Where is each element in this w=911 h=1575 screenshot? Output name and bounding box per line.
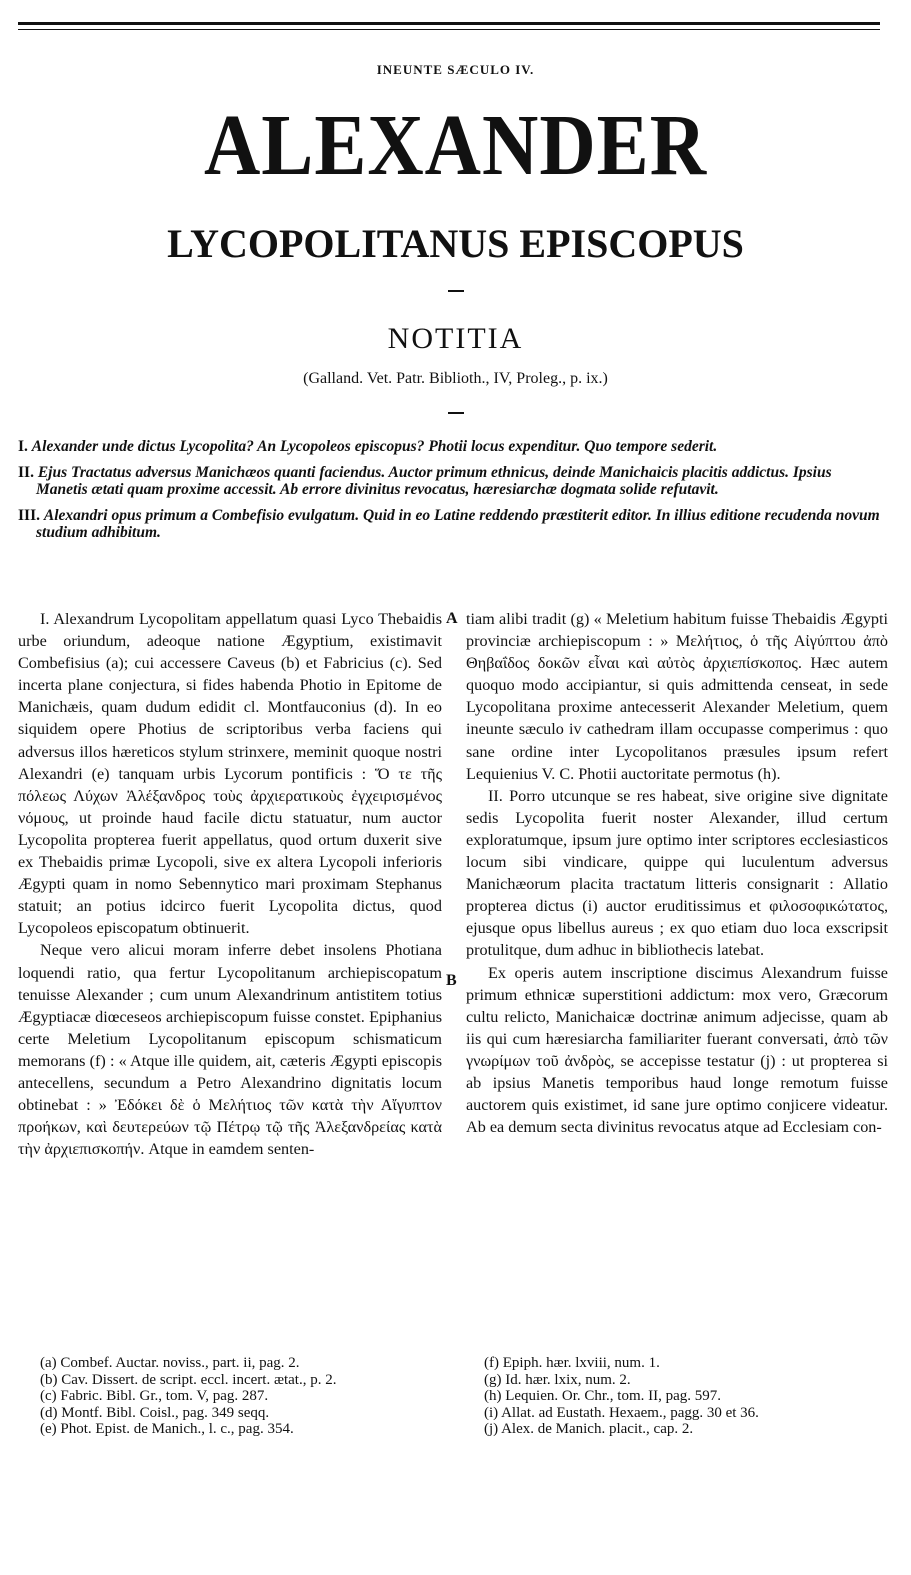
page-title: ALEXANDER [203,95,708,194]
footnotes-left [40,1355,336,1438]
chapter-summary [18,438,886,550]
summary-item: II. Ejus Tractatus adversus Manichæos quanti faciendus. Auctor primum ethnicus, deinde Manichaicis placitis addictus. Ipsius Manetis ætati quam proxime accessit. Ab errore divinitus revocatus, hæresiarchæ dogmata solide refutavit. [18,464,832,498]
divider-dash [448,412,464,414]
divider-dash [448,290,464,292]
section-heading: NOTITIA [387,322,524,355]
source-citation: (Galland. Vet. Patr. Biblioth., IV, Proleg., p. ix.) [303,370,608,387]
footnote: (d) Montf. Bibl. Coisl., pag. 349 seqq. [40,1404,270,1421]
footnote: (b) Cav. Dissert. de script. eccl. incert. ætat., p. 2. [40,1371,337,1388]
footnote: (h) Lequien. Or. Chr., tom. II, pag. 597. [484,1388,722,1405]
margin-marker-a: A [446,610,458,627]
footnotes-right [484,1355,759,1438]
paragraph: Ex operis autem inscriptione discimus Alexandrum fuisse primum ethnicæ superstitioni addictum: mox vero, Græcorum cultu relicto, Manichaicæ doctrinæ animum adjecisse, quam ab iis qui cum hæresiarcha familiariter fuerant conversati, ἀπὸ τῶν γνωρίμων τοῦ ἀνδρὸς, se accepisse testatur (j) : ut propterea si ab ipsius Manetis temporibus haud longe remotum fuisse auctorem quis existimet, id sane jure optimo conjicere videatur. Ab ea demum secta divinitus revocatus atque ad Ecclesiam con- [466,963,888,1137]
paragraph: Neque vero alicui moram inferre debet insolens Photiana loquendi ratio, qua fertur Lycopolitanum archiepiscopatum tenuisse Alexander ; cum unum Alexandrinum antistitem totius Ægyptiacæ diœceseos archiepiscopum fuisse constet. Epiphanius certe Meletium Lycopolitanum episcopum schismaticum memorans (f) : « Atque ille quidem, ait, cæteris Ægypti episcopis antecellens, secundum a Petro Alexandrino dignitatis locum obtinebat : » Ἐδόκει δὲ ὁ Μελήτιος τῶν κατὰ τὴν Αἴγυπτον προήκων, καὶ δευτερεύων τῷ Πέτρῳ τῷ τῆς Ἀλεξανδρείας κατὰ τὴν ἀρχιεπισκοπήν. Atque in eamdem senten- [18,941,442,1159]
body-column-left [18,608,442,1160]
body-column-right [466,608,888,1138]
footnote: (e) Phot. Epist. de Manich., l. c., pag. 354. [40,1421,294,1438]
summary-item: I. Alexander unde dictus Lycopolita? An Lycopoleos episcopus? Photii locus expenditur. Quo tempore sederit. [18,438,718,455]
footnote: (c) Fabric. Bibl. Gr., tom. V, pag. 287. [40,1388,269,1405]
running-head: INEUNTE SÆCULO IV. [376,62,535,77]
paragraph: I. Alexandrum Lycopolitam appellatum quasi Lyco Thebaidis urbe oriundum, adeoque natione Ægyptium, existimavit Combefisius (a); cui accessere Caveus (b) et Fabricius (c). Sed incerta plane conjectura, si fides habenda Photio in Epitome de Manichæis, quam dudum edidit cl. Montfauconius (d). In eo siquidem opere Photius de scriptoribus verba faciens qui adversus illos hæreticos stylum strinxere, meminit quoque nostri Alexandri (e) tanquam urbis Lycorum pontificis : Ὅ τε τῆς πόλεως Λύχων Ἀλέξανδρος τοὺς ἀρχιερατικοὺς ἐγχειρισμένος νόμους, ut proinde haud facile dictu statuatur, num auctor Lycopolita propterea fuerit appellatus, quod ortum duxerit sive ex Thebaidis primæ Lycopoli, sive ex altera Lycopoli inferioris Ægypti quam in nomo Sebennytico mari proximam Stephanus statuit; an potius idcirco fuerit Lycopolita dictus, quod Lycopoleos episcopatum obtinuerit. [18,610,442,938]
footnote: (i) Allat. ad Eustath. Hexaem., pagg. 30 et 36. [484,1404,759,1421]
footnote: (f) Epiph. hær. lxviii, num. 1. [484,1355,660,1371]
footnote: (a) Combef. Auctar. noviss., part. ii, pag. 2. [40,1355,300,1371]
page-subtitle: LYCOPOLITANUS EPISCOPUS [167,221,744,266]
footnote: (g) Id. hær. lxix, num. 2. [484,1371,631,1388]
top-rule [18,22,880,25]
top-rule-thin [18,29,880,30]
summary-item: III. Alexandri opus primum a Combefisio evulgatum. Quid in eo Latine reddendo præstiterit editor. In illius editione recudenda novum studium adhibitum. [18,507,880,541]
paragraph: II. Porro utcunque se res habeat, sive origine sive dignitate sedis Lycopolita fuerit noster Alexander, illud certum exploratumque, ipsum jure optimo inter scriptores ecclesiasticos locum sibi vindicare, quippe qui luculentum adversus Manichæorum placita tractatum litteris consignarit : Allatio propterea dictus (i) auctor eruditissimus et φιλοσοφικώτατος, ejusque opus libellus aureus ; ex quo etiam duo loca exscripsit protulitque, dum adhuc in bibliothecis latebat. [466,786,888,960]
footnote: (j) Alex. de Manich. placit., cap. 2. [484,1421,694,1438]
margin-marker-b: B [446,972,457,989]
paragraph: tiam alibi tradit (g) « Meletium habitum fuisse Thebaidis Ægypti provinciæ archiepiscopum : » Μελήτιος, ὁ τῆς Αἰγύπτου ἀπὸ Θηβαΐδος δοκῶν εἶναι καὶ αὐτὸς ἀρχιεπίσκοπος. Hæc autem quoquo modo accipiantur, si quis admittenda censeat, in sede Lycopolitana proxime antecesserit Alexander Meletium, quem ineunte sæculo iv cathedram illam occupasse comperimus : quo sane ordine inter Lycopolitanos præsules ipsum refert Lequienius V. C. Photii auctoritate permotus (h). [466,610,888,783]
